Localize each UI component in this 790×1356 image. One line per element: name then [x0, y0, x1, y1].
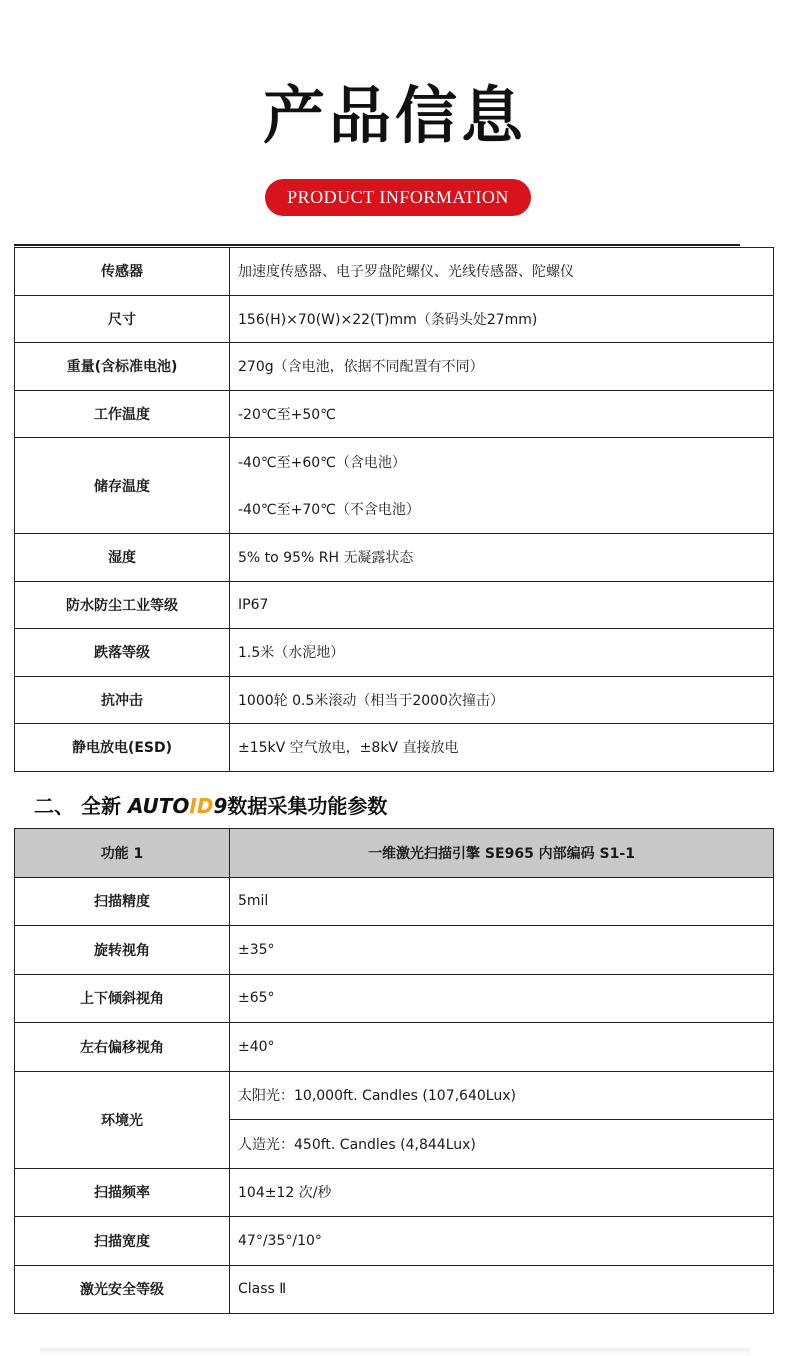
table-row	[15, 877, 774, 926]
row-label: 环境光	[15, 1071, 230, 1168]
row-value	[230, 438, 774, 534]
row-label: 旋转视角	[15, 926, 230, 975]
bottom-shadow	[40, 1348, 750, 1356]
row-label: 激光安全等级	[15, 1265, 230, 1314]
section-suffix: 数据采集功能参数	[227, 794, 388, 818]
row-value: 270g（含电池，依据不同配置有不同）	[230, 343, 774, 391]
row-value: ±35°	[230, 926, 774, 975]
page-title: 产品信息	[262, 79, 527, 152]
table-row	[15, 1168, 774, 1217]
row-value: 156(H)×70(W)×22(T)mm（条码头处27mm)	[230, 295, 774, 343]
section-heading	[34, 790, 387, 819]
row-label: 扫描精度	[15, 877, 230, 926]
table-row	[15, 629, 774, 677]
table-row	[15, 1217, 774, 1266]
subtitle-badge: PRODUCT INFORMATION	[265, 179, 531, 216]
brand-auto: AUTO	[127, 794, 190, 818]
row-value: 加速度传感器、电子罗盘陀螺仪、光线传感器、陀螺仪	[230, 248, 774, 296]
table-row	[15, 343, 774, 391]
row-label: 扫描宽度	[15, 1217, 230, 1266]
storage-temp-with-battery: -40℃至+60℃（含电池）	[238, 454, 406, 471]
table-row	[15, 974, 774, 1023]
row-label: 尺寸	[15, 295, 230, 343]
table-row	[15, 438, 774, 534]
row-value: 104±12 次/秒	[230, 1168, 774, 1217]
storage-temp-without-battery: -40℃至+70℃（不含电池）	[238, 502, 420, 519]
table-row	[15, 1071, 774, 1120]
section-prefix: 二、 全新	[34, 794, 128, 818]
row-label: 上下倾斜视角	[15, 974, 230, 1023]
row-label: 传感器	[15, 248, 230, 296]
table-row	[15, 724, 774, 772]
row-value: 5mil	[230, 877, 774, 926]
table-row	[15, 581, 774, 629]
table-row	[15, 390, 774, 438]
row-label: 抗冲击	[15, 676, 230, 724]
header-value: 一维激光扫描引擎 SE965 内部编码 S1-1	[230, 829, 774, 878]
row-label: 重量(含标准电池)	[15, 343, 230, 391]
brand-nine: 9	[213, 794, 228, 818]
table-row	[15, 295, 774, 343]
row-value: 1.5米（水泥地）	[230, 629, 774, 677]
ambient-light-sun: 太阳光：10,000ft. Candles (107,640Lux)	[230, 1071, 774, 1120]
row-label: 湿度	[15, 534, 230, 582]
row-value: ±40°	[230, 1023, 774, 1072]
table-header-row	[15, 829, 774, 878]
table-row	[15, 1023, 774, 1072]
row-value: 5% to 95% RH 无凝露状态	[230, 534, 774, 582]
row-value: -20℃至+50℃	[230, 390, 774, 438]
row-label: 防水防尘工业等级	[15, 581, 230, 629]
table-row	[15, 926, 774, 975]
row-value: 1000轮 0.5米滚动（相当于2000次撞击）	[230, 676, 774, 724]
table-row	[15, 1265, 774, 1314]
row-label: 跌落等级	[15, 629, 230, 677]
spec-table-scanner	[14, 828, 774, 1314]
header-label: 功能 1	[15, 829, 230, 878]
row-value: ±65°	[230, 974, 774, 1023]
ambient-light-artificial: 人造光：450ft. Candles (4,844Lux)	[230, 1120, 774, 1169]
divider	[14, 244, 740, 246]
table-row	[15, 676, 774, 724]
row-label: 静电放电(ESD)	[15, 724, 230, 772]
row-value: IP67	[230, 581, 774, 629]
row-value: Class Ⅱ	[230, 1265, 774, 1314]
spec-table-general	[14, 247, 774, 772]
row-value: ±15kV 空气放电，±8kV 直接放电	[230, 724, 774, 772]
row-label: 扫描频率	[15, 1168, 230, 1217]
table-row	[15, 534, 774, 582]
brand-id: ID	[189, 794, 214, 818]
row-label: 工作温度	[15, 390, 230, 438]
table-row	[15, 248, 774, 296]
row-label: 储存温度	[15, 438, 230, 534]
row-label: 左右偏移视角	[15, 1023, 230, 1072]
row-value: 47°/35°/10°	[230, 1217, 774, 1266]
